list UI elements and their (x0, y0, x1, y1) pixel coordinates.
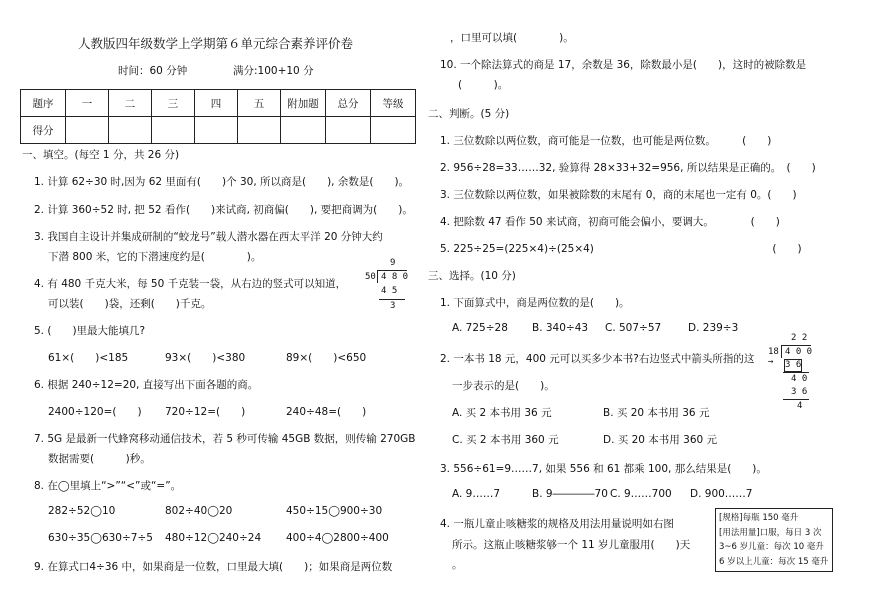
vdiv-divisor: 18 (768, 347, 779, 357)
score-table (20, 89, 416, 144)
vdiv-product: 3 6 (791, 387, 808, 397)
usage-line: 3~6 岁儿童：每次 10 毫升 (719, 542, 824, 552)
vdiv-quotient: 2 2 (791, 333, 808, 343)
score-header-cell: 五 (238, 90, 281, 117)
score-cell[interactable] (109, 117, 152, 144)
vdiv-quotient: 9 (390, 258, 396, 268)
q8-item: 450÷15◯900÷30 (286, 505, 383, 517)
choice-option: C. 9……700 (610, 488, 672, 500)
q5-item-a: 61×( )<185 (48, 352, 129, 364)
question-3-line1: 3. 我国自主设计并集成研制的“蛟龙号”载人潜水器在西太平洋 20 分钟大约 (34, 231, 383, 243)
question-3-line2: 下潜 800 米，它的下潜速度约是( )。 (48, 251, 262, 263)
question-9-continued: ，口里可以填( )。 (450, 32, 574, 44)
choice-question-1: 1. 下面算式中，商是两位数的是( )。 (440, 297, 630, 309)
score-cell[interactable] (152, 117, 195, 144)
question-6: 6. 根据 240÷12=20, 直接写出下面各题的商。 (34, 379, 259, 391)
vdiv-bar (781, 345, 811, 346)
usage-line: 6 岁以上儿童：每次 15 毫升 (719, 556, 829, 567)
q5-item-c: 89×( )<650 (286, 352, 367, 364)
full-score: 满分:100+10 分 (233, 65, 314, 77)
q8-item: 802÷40◯20 (165, 505, 233, 517)
choice-option: D. 900……7 (690, 488, 753, 500)
vdiv-bracket (781, 345, 782, 358)
score-header-cell: 三 (152, 90, 195, 117)
usage-line: [用法用量]口服，每日 3 次 (719, 527, 822, 538)
question-4-line2: 可以装( )袋，还剩( )千克。 (48, 298, 212, 310)
score-cell[interactable] (371, 117, 416, 144)
question-1: 1. 计算 62÷30 时,因为 62 里面有( )个 30, 所以商是( ), 余数是( )。 (34, 176, 410, 188)
vdiv-underline (783, 372, 809, 373)
q5-item-b: 93×( )<380 (165, 352, 246, 364)
vdiv-remainder: 3 (390, 301, 396, 311)
section3-heading: 三、选择。(10 分) (428, 270, 516, 282)
question-2: 2. 计算 360÷52 时, 把 52 看作( )来试商, 初商偏( ), 要把商调为( )。 (34, 204, 413, 216)
score-header-cell: 一 (66, 90, 109, 117)
choice-question-4-line1: 4. 一瓶儿童止咳糖浆的规格及用法用量说明如右图 (440, 518, 674, 530)
syrup-usage-box (715, 508, 833, 572)
q6-item-b: 720÷12=( ) (165, 406, 246, 418)
question-5: 5. ( )里最大能填几? (34, 325, 146, 337)
score-table-score-row (21, 117, 416, 144)
vdiv-dividend: 4 0 0 (785, 347, 813, 357)
vdiv-arrow-step: 3 6 (785, 360, 802, 370)
choice-option: C. 买 2 本书用 360 元 (452, 434, 559, 446)
choice-question-4-line2: 所示。这瓶止咳糖浆够一个 11 岁儿童服用( )天 (452, 539, 691, 551)
score-header-cell: 附加题 (281, 90, 326, 117)
question-9: 9. 在算式口4÷36 中，如果商是一位数，口里最大填( )；如果商是两位数 (34, 561, 393, 573)
score-cell[interactable] (195, 117, 238, 144)
q6-item-c: 240÷48=( ) (286, 406, 367, 418)
score-cell[interactable] (326, 117, 371, 144)
vdiv-underline (783, 399, 809, 400)
vdiv-bar (377, 270, 407, 271)
choice-option: B. 340÷43 (532, 322, 589, 334)
choice-option: C. 507÷57 (605, 322, 662, 334)
choice-option: B. 9――――70 (532, 488, 608, 500)
q8-item: 282÷52◯10 (48, 505, 116, 517)
choice-option: A. 725÷28 (452, 322, 508, 334)
choice-question-4-line3: 。 (452, 559, 463, 571)
choice-option: A. 买 2 本书用 36 元 (452, 407, 552, 419)
question-7-line1: 7. 5G 是最新一代蜂窝移动通信技术，若 5 秒可传输 45GB 数据，则传输 270GB (34, 433, 416, 445)
judge-item: 2. 956÷28=33……32, 验算得 28×33+32=956, 所以结果是正确的。 ( ) (440, 162, 816, 174)
score-cell[interactable] (238, 117, 281, 144)
vdiv-product: 4 5 (381, 286, 398, 296)
arrow-icon: → (768, 357, 774, 367)
choice-question-2-line2: 一步表示的是( )。 (452, 380, 555, 392)
score-header-cell: 四 (195, 90, 238, 117)
score-header-cell: 二 (109, 90, 152, 117)
section1-heading: 一、填空。(每空 1 分，共 26 分) (22, 149, 180, 161)
score-cell[interactable] (281, 117, 326, 144)
q8-item: 630÷35◯630÷7÷5 (48, 532, 153, 544)
question-10-line1: 10. 一个除法算式的商是 17，余数是 36，除数最小是( )，这时的被除数是 (440, 59, 807, 71)
exam-time: 时间：60 分钟 (118, 65, 188, 77)
usage-line: [规格]每瓶 150 毫升 (719, 513, 799, 523)
score-row-label: 得分 (21, 117, 66, 144)
question-10-line2: ( )。 (458, 79, 509, 91)
vdiv-remainder: 4 0 (791, 374, 808, 384)
vdiv-dividend: 4 8 0 (381, 272, 409, 282)
question-7-line2: 数据需要( )秒。 (48, 453, 151, 465)
score-table-header-row (21, 90, 416, 117)
vdiv-bracket (377, 270, 378, 283)
choice-question-2-line1: 2. 一本书 18 元，400 元可以买多少本书?右边竖式中箭头所指的这 (440, 353, 755, 365)
q8-item: 400÷4◯2800÷400 (286, 532, 389, 544)
choice-option: D. 239÷3 (688, 322, 739, 334)
choice-option: D. 买 20 本书用 360 元 (603, 434, 718, 446)
judge-item: 4. 把除数 47 看作 50 来试商，初商可能会偏小，要调大。 ( ) (440, 216, 780, 228)
score-header-cell: 等级 (371, 90, 416, 117)
choice-option: B. 买 20 本书用 36 元 (603, 407, 710, 419)
question-8: 8. 在◯里填上“>”“<”或“=”。 (34, 480, 182, 492)
page-title: 人教版四年级数学上学期第６单元综合素养评价卷 (78, 36, 354, 51)
vdiv-underline (379, 299, 405, 300)
judge-item: 3. 三位数除以两位数，如果被除数的末尾有 0，商的末尾也一定有 0。( ) (440, 189, 797, 201)
choice-question-3: 3. 556÷61=9……7, 如果 556 和 61 都乘 100, 那么结果是( )。 (440, 463, 767, 475)
vdiv-remainder: 4 (797, 401, 803, 411)
score-header-cell: 题序 (21, 90, 66, 117)
q8-item: 480÷12◯240÷24 (165, 532, 262, 544)
question-4-line1: 4. 有 480 千克大米，每 50 千克装一袋，从右边的竖式可以知道， (34, 278, 347, 290)
q6-item-a: 2400÷120=( ) (48, 406, 142, 418)
score-cell[interactable] (66, 117, 109, 144)
choice-option: A. 9……7 (452, 488, 501, 500)
judge-item: 1. 三位数除以两位数，商可能是一位数，也可能是两位数。 ( ) (440, 135, 772, 147)
section2-heading: 二、判断。(5 分) (428, 108, 510, 120)
vdiv-divisor: 50 (365, 272, 376, 282)
score-header-cell: 总分 (326, 90, 371, 117)
judge-item: 5. 225÷25=(225×4)÷(25×4) ( ) (440, 243, 802, 255)
